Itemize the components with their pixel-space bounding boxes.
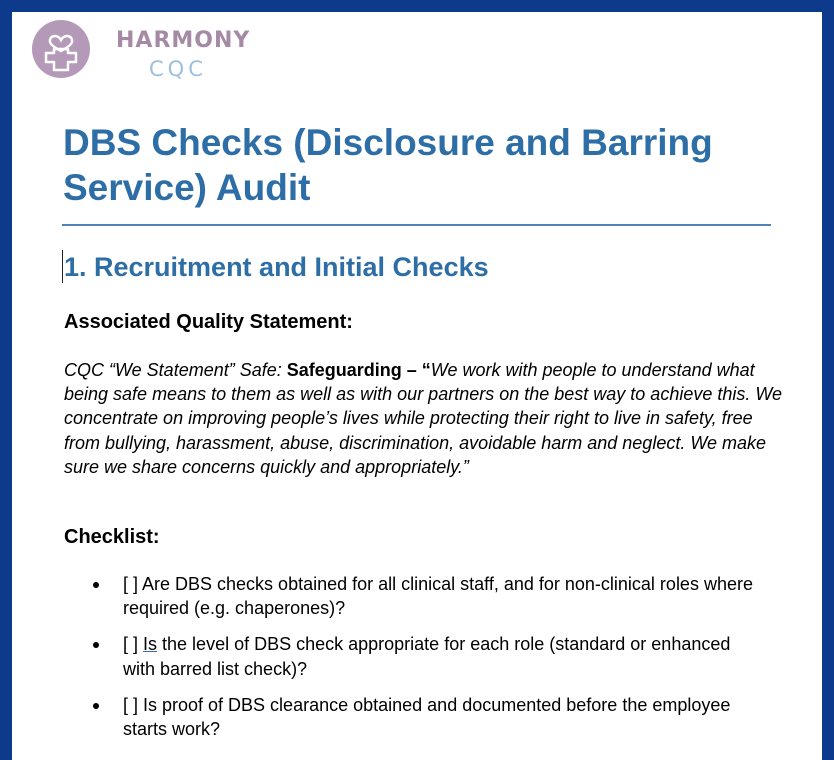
bullet-icon [93,582,99,588]
checklist-heading: Checklist: [64,526,160,548]
checklist-item [12,572,763,620]
statement-bold-keyword: Safeguarding – “ [286,360,431,380]
checklist-item-prefix: [ ] [123,634,144,655]
statement-prefix: CQC “We Statement” Safe: [64,360,287,380]
checklist-item-text: [ ] Is proof of DBS clearance obtained and documented before the employee starts work? [123,694,731,740]
text-cursor [62,250,63,283]
heart-cross-logo-icon [32,20,90,78]
bullet-icon [93,703,99,709]
document-page [12,12,822,760]
bullet-icon [93,642,99,648]
logo-text-cqc: CQC [149,57,207,81]
document-title: DBS Checks (Disclosure and Barring Service) Audit [63,122,713,208]
harmony-cqc-logo [32,18,251,88]
checklist-item [12,693,763,741]
title-divider [62,224,771,226]
checklist [12,572,822,753]
spelling-underlined-word[interactable]: Is [143,634,158,655]
statement-body: We work with people to understand what being safe means to them as well as with our partners on the best way to achieve this. We concentrate on improving people’s lives while protecting their right to live in safety, free from bullying, harassment, abuse, discrimination, avoidable harm and neglect. We make sure we share concerns quickly and appropriately.” [64,360,783,477]
checklist-item-text: [ ] Are DBS checks obtained for all clinical staff, and for non-clinical roles where required (e.g. chaperones)? [123,574,753,619]
quality-statement-text [64,358,784,479]
checklist-item [12,632,763,680]
section-heading[interactable]: 1. Recruitment and Initial Checks [64,252,489,282]
associated-quality-statement-heading: Associated Quality Statement: [64,311,353,333]
logo-text-harmony: HARMONY [116,28,251,53]
checklist-item-text: the level of DBS check appropriate for each role (standard or enhanced with barred list check)? [123,634,731,679]
